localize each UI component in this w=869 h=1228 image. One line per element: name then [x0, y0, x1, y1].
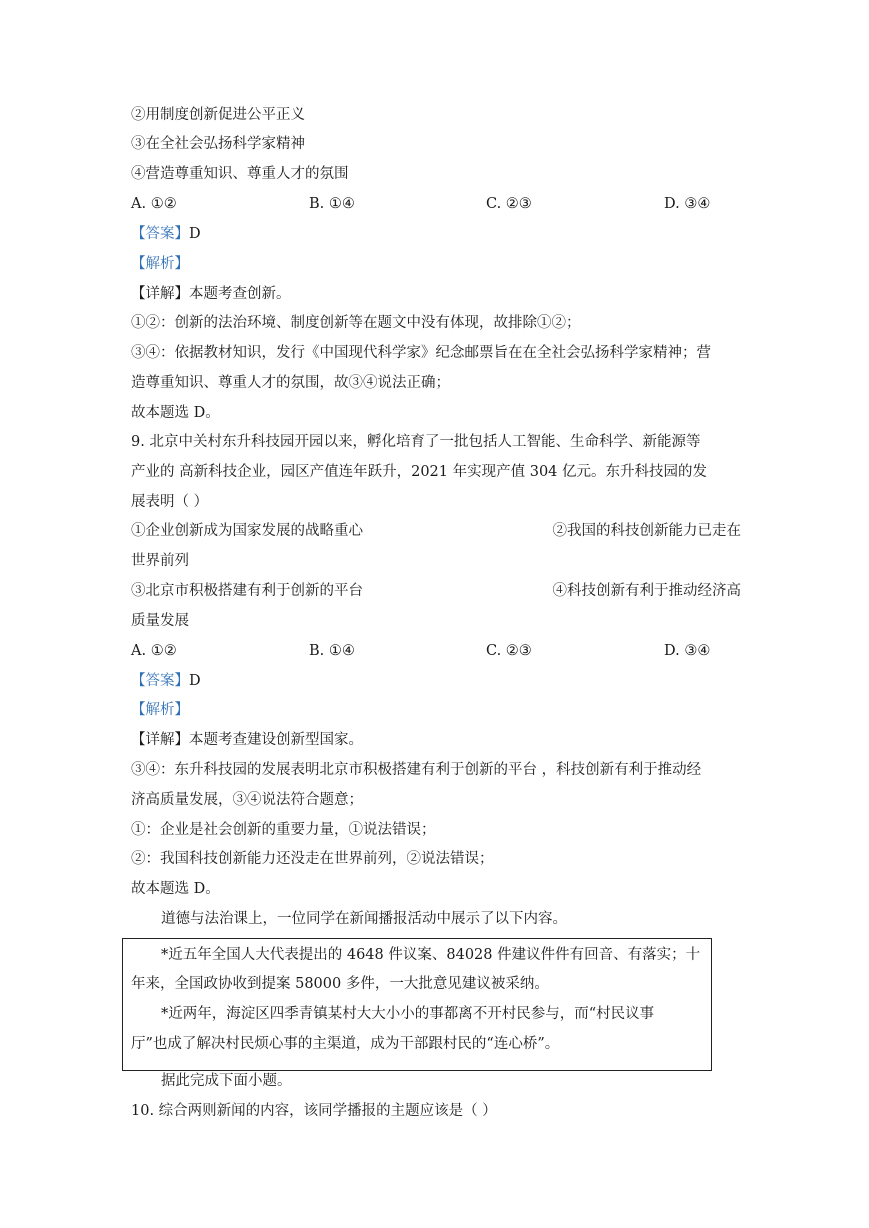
q9-statement-row-2 — [131, 581, 741, 601]
q9-stem-line: 9. 北京中关村东升科技园开园以来，孵化培育了一批包括人工智能、生命科学、新能源等 — [131, 434, 701, 450]
q9-explanation-line: ①：企业是社会创新的重要力量，①说法错误； — [131, 822, 436, 838]
q8-option-a: A. ①② — [131, 196, 177, 212]
q9-answer — [131, 671, 741, 691]
q9-option-c: C. ②③ — [486, 643, 532, 659]
q8-item-4: ④营造尊重知识、尊重人才的氛围 — [131, 166, 349, 182]
q8-item-3: ③在全社会弘扬科学家精神 — [131, 136, 305, 152]
q8-answer-label: 【答案】 — [131, 226, 189, 242]
q8-explanation-line: ①②：创新的法治环境、制度创新等在题文中没有体现，故排除①②； — [131, 315, 581, 331]
q9-detail-label: 【详解】 — [131, 732, 189, 748]
q9-explanation-line: ②：我国科技创新能力还没走在世界前列，②说法错误； — [131, 851, 494, 867]
q8-option-c: C. ②③ — [486, 196, 532, 212]
q9-statement-1: ①企业创新成为国家发展的战略重心 — [131, 523, 363, 539]
instruction: 据此完成下面小题。 — [161, 1073, 292, 1089]
q8-detail-text: 本题考查创新。 — [189, 286, 291, 302]
news-line: 年来，全国政协收到提案 58000 多件，一大批意见建议被采纳。 — [131, 976, 549, 992]
q9-statement-3: ③北京市积极搭建有利于创新的平台 — [131, 583, 363, 599]
q9-explanation-line: 故本题选 D。 — [131, 881, 220, 897]
q8-answer-value: D — [189, 226, 201, 242]
q9-detail-text: 本题考查建设创新型国家。 — [189, 732, 363, 748]
news-line: 厅”也成了解决村民烦心事的主渠道，成为干部跟村民的“连心桥”。 — [131, 1036, 560, 1052]
q9-explanation-line: 济高质量发展，③④说法符合题意； — [131, 792, 363, 808]
q8-answer — [131, 224, 741, 244]
q8-option-b: B. ①④ — [309, 196, 355, 212]
q9-option-b: B. ①④ — [309, 643, 355, 659]
q8-item-2: ②用制度创新促进公平正义 — [131, 107, 305, 123]
q9-statement-2-cont: 世界前列 — [131, 553, 189, 569]
q9-detail — [131, 730, 741, 750]
q9-statement-2: ②我国的科技创新能力已走在 — [552, 523, 741, 539]
q8-explanation-line: ③④：依据教材知识，发行《中国现代科学家》纪念邮票旨在在全社会弘扬科学家精神；营 — [131, 345, 711, 361]
q8-explanation-line: 故本题选 D。 — [131, 405, 220, 421]
q8-detail — [131, 284, 741, 304]
q8-option-d: D. ③④ — [664, 196, 711, 212]
q9-answer-label: 【答案】 — [131, 673, 189, 689]
q9-option-d: D. ③④ — [664, 643, 711, 659]
q9-analysis-label: 【解析】 — [131, 702, 189, 718]
news-intro: 道德与法治课上，一位同学在新闻播报活动中展示了以下内容。 — [161, 911, 567, 927]
q9-explanation-line: ③④：东升科技园的发展表明北京市积极搭建有利于创新的平台 ，科技创新有利于推动经 — [131, 762, 702, 778]
q8-analysis-label: 【解析】 — [131, 256, 189, 272]
q9-option-a: A. ①② — [131, 643, 177, 659]
q9-statement-4-cont: 质量发展 — [131, 613, 189, 629]
news-line: *近五年全国人大代表提出的 4648 件议案、84028 件建议件件有回音、有落实；十 — [161, 947, 701, 963]
q8-detail-label: 【详解】 — [131, 286, 189, 302]
q8-explanation-line: 造尊重知识、尊重人才的氛围，故③④说法正确； — [131, 375, 450, 391]
q9-statement-4: ④科技创新有利于推动经济高 — [552, 583, 741, 599]
news-line: *近两年，海淀区四季青镇某村大大小小的事都离不开村民参与，而“村民议事 — [161, 1006, 655, 1022]
q10-stem: 10. 综合两则新闻的内容，该同学播报的主题应该是（ ） — [131, 1103, 497, 1119]
q9-stem-line: 产业的 高新科技企业，园区产值连年跃升，2021 年实现产值 304 亿元。东升科技园的发 — [131, 464, 708, 480]
q9-answer-value: D — [189, 673, 201, 689]
q9-stem-line: 展表明（ ） — [131, 494, 209, 510]
q9-statement-row-1 — [131, 521, 741, 541]
